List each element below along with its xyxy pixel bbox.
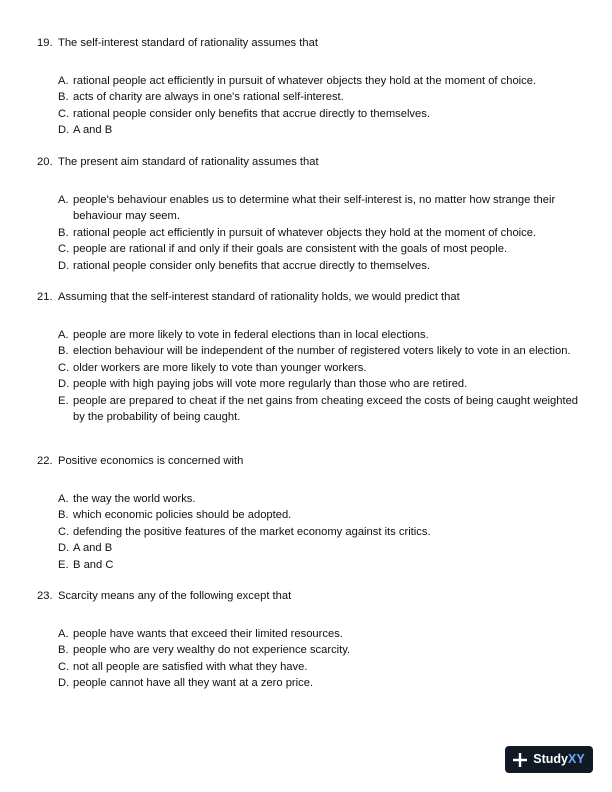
question-number: 22.	[37, 455, 53, 467]
option-letter: B.	[58, 345, 69, 357]
question-stem	[37, 35, 582, 52]
option-letter: A.	[58, 492, 69, 505]
option	[58, 192, 582, 225]
option-text: not all people are satisfied with what they have.	[73, 660, 308, 673]
option-letter: D.	[58, 378, 70, 390]
brand-name: Study	[533, 752, 569, 767]
option-text: people's behaviour enables us to determine what their self-interest is, no matter how strange their behaviour may seem.	[73, 193, 556, 222]
option-text: people who are very wealthy do not experience scarcity.	[73, 644, 351, 656]
option-letter: C.	[58, 525, 70, 538]
option-letter: C.	[58, 107, 70, 120]
option	[58, 89, 582, 106]
option	[58, 106, 582, 123]
option-text: rational people consider only benefits that accrue directly to themselves.	[73, 107, 430, 120]
option-letter: D.	[58, 677, 70, 689]
question-text: Scarcity means any of the following except that	[58, 590, 292, 602]
option	[58, 491, 582, 508]
question-22	[37, 453, 582, 573]
brand-accent: XY	[568, 752, 585, 767]
option-letter: C.	[58, 361, 70, 374]
option	[58, 360, 582, 377]
option	[58, 73, 582, 90]
option-text: people have wants that exceed their limited resources.	[73, 627, 343, 640]
question-20	[37, 154, 582, 274]
option	[58, 393, 582, 426]
option-text: the way the world works.	[73, 492, 196, 505]
studyxy-badge[interactable]	[505, 746, 593, 773]
option	[58, 241, 582, 258]
option-letter: E.	[58, 558, 69, 571]
option	[58, 675, 582, 692]
question-stem	[37, 588, 582, 605]
option-text: A and B	[73, 124, 113, 136]
options-list	[37, 626, 582, 692]
option-letter: D.	[58, 124, 70, 136]
option-letter: B.	[58, 509, 69, 521]
option-text: defending the positive features of the market economy against its critics.	[73, 525, 431, 538]
options-list	[37, 491, 582, 574]
option-letter: B.	[58, 91, 69, 103]
option-text: people with high paying jobs will vote more regularly than those who are retired.	[73, 378, 468, 390]
option-letter: B.	[58, 226, 69, 239]
option	[58, 225, 582, 242]
option	[58, 524, 582, 541]
option-text: rational people act efficiently in pursuit of whatever objects they hold at the moment of choice.	[73, 226, 537, 239]
option-text: rational people consider only benefits that accrue directly to themselves.	[73, 259, 430, 272]
option-text: election behaviour will be independent of the number of registered voters likely to vote in an election.	[73, 345, 571, 357]
question-stem	[37, 453, 582, 470]
question-text: Assuming that the self-interest standard of rationality holds, we would predict that	[58, 291, 460, 303]
options-list	[37, 192, 582, 275]
option-letter: C.	[58, 243, 70, 255]
option	[58, 626, 582, 643]
option-text: people are more likely to vote in federal elections than in local elections.	[73, 328, 429, 341]
plus-icon	[513, 753, 527, 767]
question-number: 19.	[37, 37, 53, 49]
option-letter: D.	[58, 542, 70, 554]
option	[58, 507, 582, 524]
question-number: 23.	[37, 590, 53, 602]
option-text: which economic policies should be adopted.	[73, 509, 292, 521]
option-letter: A.	[58, 627, 69, 640]
option-letter: C.	[58, 660, 70, 673]
option-text: people cannot have all they want at a zero price.	[73, 677, 314, 689]
option-letter: A.	[58, 74, 69, 87]
options-list	[37, 73, 582, 139]
question-stem	[37, 289, 582, 306]
option	[58, 376, 582, 393]
option-text: rational people act efficiently in pursuit of whatever objects they hold at the moment of choice.	[73, 74, 537, 87]
question-23	[37, 588, 582, 692]
question-19	[37, 35, 582, 139]
option	[58, 258, 582, 275]
question-text: Positive economics is concerned with	[58, 455, 244, 467]
question-stem	[37, 154, 582, 171]
option	[58, 540, 582, 557]
option-text: older workers are more likely to vote than younger workers.	[73, 361, 367, 374]
option-text: people are rational if and only if their goals are consistent with the goals of most people.	[73, 243, 508, 255]
question-number: 21.	[37, 291, 53, 303]
question-text: The present aim standard of rationality assumes that	[58, 156, 319, 168]
option	[58, 343, 582, 360]
option	[58, 122, 582, 139]
option-letter: A.	[58, 328, 69, 341]
question-21	[37, 289, 582, 426]
option	[58, 642, 582, 659]
option-text: people are prepared to cheat if the net gains from cheating exceed the costs of being caught weighted by the probability of being caught.	[73, 394, 579, 423]
options-list	[37, 327, 582, 426]
question-text: The self-interest standard of rationality assumes that	[58, 37, 318, 49]
question-number: 20.	[37, 156, 53, 168]
option-text: acts of charity are always in one's rational self-interest.	[73, 91, 344, 103]
option	[58, 557, 582, 574]
option-text: B and C	[73, 558, 114, 571]
option-text: A and B	[73, 542, 113, 554]
option-letter: E.	[58, 394, 69, 407]
option-letter: B.	[58, 644, 69, 656]
option-letter: A.	[58, 193, 69, 206]
option-letter: D.	[58, 259, 70, 272]
option	[58, 327, 582, 344]
option	[58, 659, 582, 676]
